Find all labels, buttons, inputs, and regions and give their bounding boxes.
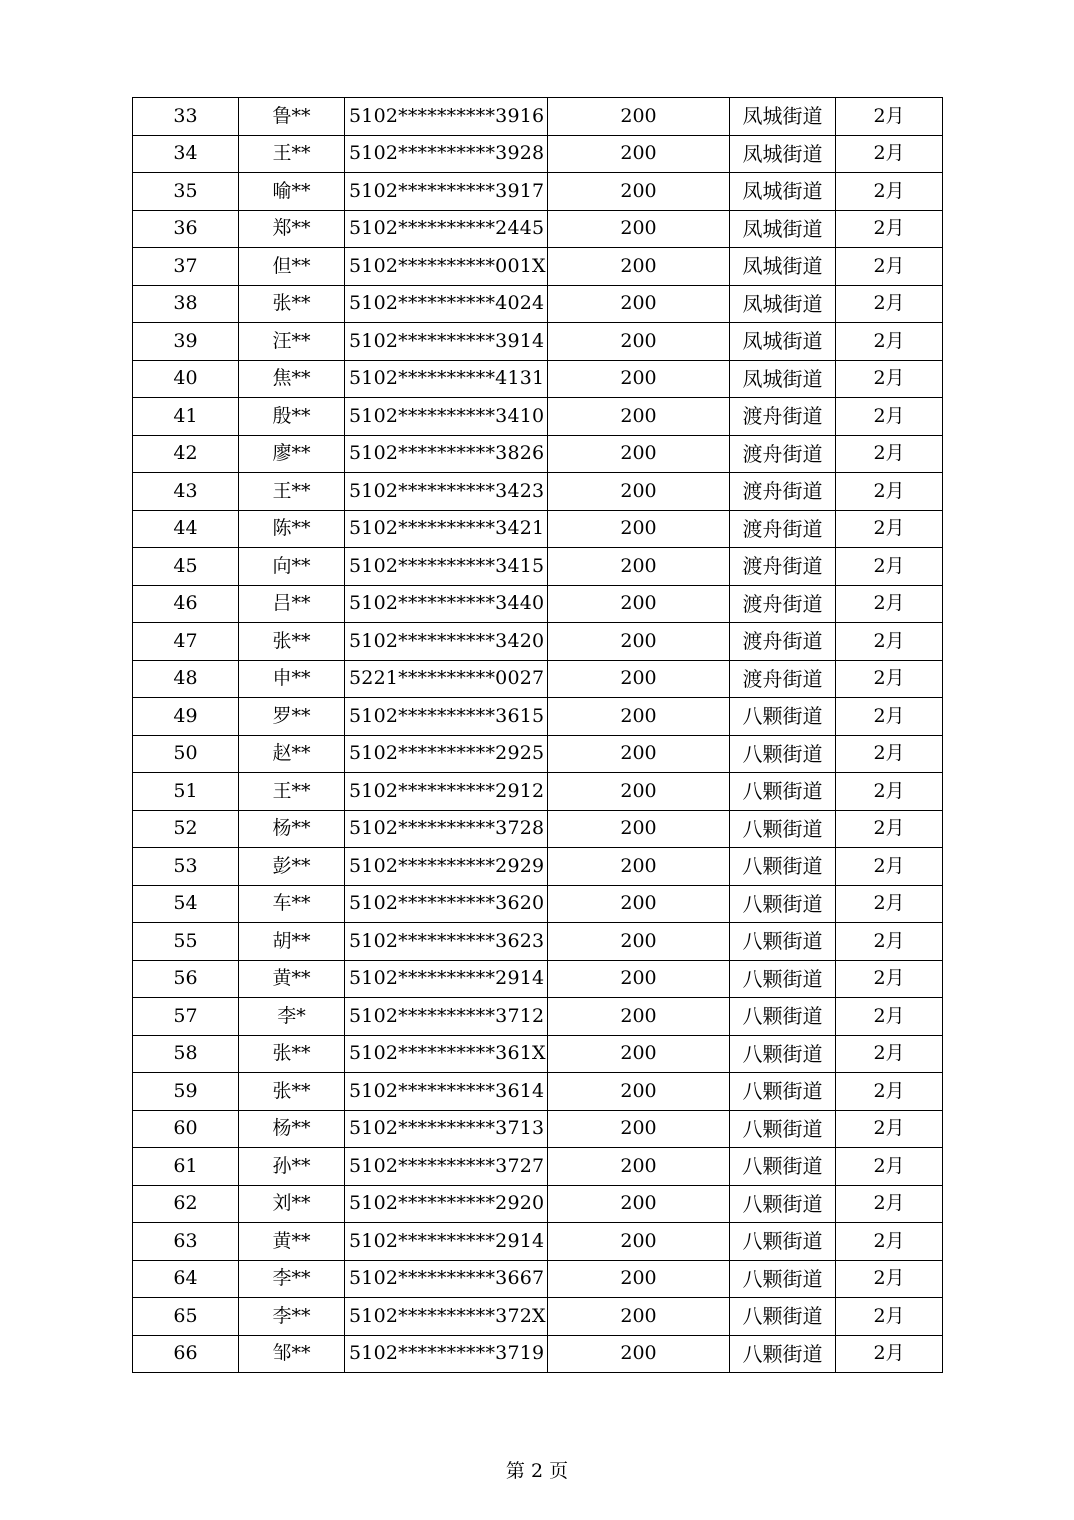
- amount-cell: 200: [548, 135, 730, 173]
- id-number-cell: 5221**********0027: [345, 660, 548, 698]
- name-cell: 张**: [239, 623, 345, 661]
- id-number-cell: 5102**********372X: [345, 1298, 548, 1336]
- amount-cell: 200: [548, 1148, 730, 1186]
- month-cell: 2月: [836, 173, 943, 211]
- street-cell: 八颗街道: [730, 1110, 836, 1148]
- month-cell: 2月: [836, 1223, 943, 1261]
- table-row: [133, 285, 943, 323]
- id-number-cell: 5102**********4131: [345, 360, 548, 398]
- street-cell: 凤城街道: [730, 285, 836, 323]
- table-row: [133, 1035, 943, 1073]
- row-number-cell: 66: [133, 1335, 239, 1373]
- name-cell: 李*: [239, 998, 345, 1036]
- table-row: [133, 998, 943, 1036]
- street-cell: 八颗街道: [730, 1260, 836, 1298]
- name-cell: 孙**: [239, 1148, 345, 1186]
- name-cell: 赵**: [239, 735, 345, 773]
- street-cell: 八颗街道: [730, 810, 836, 848]
- amount-cell: 200: [548, 810, 730, 848]
- name-cell: 郑**: [239, 210, 345, 248]
- id-number-cell: 5102**********3423: [345, 473, 548, 511]
- amount-cell: 200: [548, 623, 730, 661]
- amount-cell: 200: [548, 735, 730, 773]
- id-number-cell: 5102**********4024: [345, 285, 548, 323]
- name-cell: 杨**: [239, 1110, 345, 1148]
- name-cell: 张**: [239, 1035, 345, 1073]
- id-number-cell: 5102**********2914: [345, 960, 548, 998]
- month-cell: 2月: [836, 285, 943, 323]
- amount-cell: 200: [548, 1298, 730, 1336]
- name-cell: 向**: [239, 548, 345, 586]
- amount-cell: 200: [548, 323, 730, 361]
- month-cell: 2月: [836, 248, 943, 286]
- subsidy-table: [132, 97, 943, 1373]
- name-cell: 杨**: [239, 810, 345, 848]
- amount-cell: 200: [548, 98, 730, 136]
- row-number-cell: 60: [133, 1110, 239, 1148]
- street-cell: 八颗街道: [730, 1035, 836, 1073]
- id-number-cell: 5102**********3420: [345, 623, 548, 661]
- id-number-cell: 5102**********3914: [345, 323, 548, 361]
- name-cell: 陈**: [239, 510, 345, 548]
- amount-cell: 200: [548, 1035, 730, 1073]
- name-cell: 鲁**: [239, 98, 345, 136]
- month-cell: 2月: [836, 98, 943, 136]
- street-cell: 凤城街道: [730, 323, 836, 361]
- amount-cell: 200: [548, 1110, 730, 1148]
- table-row: [133, 173, 943, 211]
- id-number-cell: 5102**********3727: [345, 1148, 548, 1186]
- table-row: [133, 510, 943, 548]
- id-number-cell: 5102**********001X: [345, 248, 548, 286]
- row-number-cell: 38: [133, 285, 239, 323]
- month-cell: 2月: [836, 548, 943, 586]
- amount-cell: 200: [548, 548, 730, 586]
- month-cell: 2月: [836, 1185, 943, 1223]
- month-cell: 2月: [836, 848, 943, 886]
- street-cell: 凤城街道: [730, 248, 836, 286]
- name-cell: 张**: [239, 285, 345, 323]
- table-row: [133, 1335, 943, 1373]
- amount-cell: 200: [548, 1335, 730, 1373]
- id-number-cell: 5102**********3928: [345, 135, 548, 173]
- table-row: [133, 960, 943, 998]
- street-cell: 八颗街道: [730, 885, 836, 923]
- street-cell: 渡舟街道: [730, 660, 836, 698]
- month-cell: 2月: [836, 585, 943, 623]
- id-number-cell: 5102**********2445: [345, 210, 548, 248]
- month-cell: 2月: [836, 360, 943, 398]
- id-number-cell: 5102**********2920: [345, 1185, 548, 1223]
- id-number-cell: 5102**********3620: [345, 885, 548, 923]
- id-number-cell: 5102**********3917: [345, 173, 548, 211]
- street-cell: 八颗街道: [730, 1073, 836, 1111]
- month-cell: 2月: [836, 435, 943, 473]
- id-number-cell: 5102**********2912: [345, 773, 548, 811]
- name-cell: 李**: [239, 1260, 345, 1298]
- amount-cell: 200: [548, 360, 730, 398]
- row-number-cell: 55: [133, 923, 239, 961]
- row-number-cell: 46: [133, 585, 239, 623]
- row-number-cell: 57: [133, 998, 239, 1036]
- row-number-cell: 65: [133, 1298, 239, 1336]
- amount-cell: 200: [548, 510, 730, 548]
- name-cell: 车**: [239, 885, 345, 923]
- page-number: 第 2 页: [505, 1460, 569, 1482]
- amount-cell: 200: [548, 1185, 730, 1223]
- month-cell: 2月: [836, 923, 943, 961]
- table-row: [133, 773, 943, 811]
- street-cell: 八颗街道: [730, 698, 836, 736]
- month-cell: 2月: [836, 810, 943, 848]
- street-cell: 凤城街道: [730, 173, 836, 211]
- row-number-cell: 64: [133, 1260, 239, 1298]
- table-row: [133, 698, 943, 736]
- amount-cell: 200: [548, 998, 730, 1036]
- street-cell: 渡舟街道: [730, 585, 836, 623]
- table-row: [133, 548, 943, 586]
- month-cell: 2月: [836, 623, 943, 661]
- street-cell: 八颗街道: [730, 848, 836, 886]
- street-cell: 凤城街道: [730, 210, 836, 248]
- id-number-cell: 5102**********361X: [345, 1035, 548, 1073]
- row-number-cell: 45: [133, 548, 239, 586]
- amount-cell: 200: [548, 248, 730, 286]
- id-number-cell: 5102**********3712: [345, 998, 548, 1036]
- amount-cell: 200: [548, 285, 730, 323]
- id-number-cell: 5102**********3421: [345, 510, 548, 548]
- table-row: [133, 848, 943, 886]
- street-cell: 八颗街道: [730, 923, 836, 961]
- name-cell: 汪**: [239, 323, 345, 361]
- name-cell: 彭**: [239, 848, 345, 886]
- month-cell: 2月: [836, 998, 943, 1036]
- row-number-cell: 49: [133, 698, 239, 736]
- row-number-cell: 63: [133, 1223, 239, 1261]
- amount-cell: 200: [548, 210, 730, 248]
- table-row: [133, 585, 943, 623]
- month-cell: 2月: [836, 473, 943, 511]
- name-cell: 刘**: [239, 1185, 345, 1223]
- id-number-cell: 5102**********3667: [345, 1260, 548, 1298]
- street-cell: 渡舟街道: [730, 548, 836, 586]
- month-cell: 2月: [836, 660, 943, 698]
- row-number-cell: 36: [133, 210, 239, 248]
- table-row: [133, 1073, 943, 1111]
- row-number-cell: 42: [133, 435, 239, 473]
- id-number-cell: 5102**********3440: [345, 585, 548, 623]
- street-cell: 凤城街道: [730, 135, 836, 173]
- row-number-cell: 54: [133, 885, 239, 923]
- amount-cell: 200: [548, 473, 730, 511]
- name-cell: 李**: [239, 1298, 345, 1336]
- row-number-cell: 33: [133, 98, 239, 136]
- name-cell: 邹**: [239, 1335, 345, 1373]
- month-cell: 2月: [836, 1260, 943, 1298]
- month-cell: 2月: [836, 323, 943, 361]
- month-cell: 2月: [836, 735, 943, 773]
- month-cell: 2月: [836, 135, 943, 173]
- row-number-cell: 37: [133, 248, 239, 286]
- table-row: [133, 435, 943, 473]
- amount-cell: 200: [548, 773, 730, 811]
- name-cell: 焦**: [239, 360, 345, 398]
- row-number-cell: 41: [133, 398, 239, 436]
- street-cell: 八颗街道: [730, 735, 836, 773]
- id-number-cell: 5102**********3614: [345, 1073, 548, 1111]
- street-cell: 八颗街道: [730, 1223, 836, 1261]
- table-row: [133, 360, 943, 398]
- row-number-cell: 48: [133, 660, 239, 698]
- id-number-cell: 5102**********3916: [345, 98, 548, 136]
- table-row: [133, 1298, 943, 1336]
- row-number-cell: 58: [133, 1035, 239, 1073]
- street-cell: 渡舟街道: [730, 510, 836, 548]
- name-cell: 喻**: [239, 173, 345, 211]
- table-row: [133, 1148, 943, 1186]
- street-cell: 八颗街道: [730, 960, 836, 998]
- row-number-cell: 52: [133, 810, 239, 848]
- name-cell: 殷**: [239, 398, 345, 436]
- id-number-cell: 5102**********2914: [345, 1223, 548, 1261]
- table-row: [133, 398, 943, 436]
- month-cell: 2月: [836, 398, 943, 436]
- table-row: [133, 885, 943, 923]
- row-number-cell: 62: [133, 1185, 239, 1223]
- table-row: [133, 810, 943, 848]
- table-row: [133, 660, 943, 698]
- row-number-cell: 44: [133, 510, 239, 548]
- amount-cell: 200: [548, 660, 730, 698]
- table-body: [133, 98, 943, 1373]
- month-cell: 2月: [836, 773, 943, 811]
- month-cell: 2月: [836, 210, 943, 248]
- name-cell: 吕**: [239, 585, 345, 623]
- amount-cell: 200: [548, 848, 730, 886]
- amount-cell: 200: [548, 698, 730, 736]
- table-row: [133, 210, 943, 248]
- row-number-cell: 43: [133, 473, 239, 511]
- amount-cell: 200: [548, 173, 730, 211]
- street-cell: 八颗街道: [730, 773, 836, 811]
- id-number-cell: 5102**********3719: [345, 1335, 548, 1373]
- id-number-cell: 5102**********2929: [345, 848, 548, 886]
- name-cell: 但**: [239, 248, 345, 286]
- amount-cell: 200: [548, 585, 730, 623]
- row-number-cell: 35: [133, 173, 239, 211]
- table-row: [133, 923, 943, 961]
- month-cell: 2月: [836, 1035, 943, 1073]
- table-row: [133, 623, 943, 661]
- amount-cell: 200: [548, 435, 730, 473]
- table-row: [133, 1223, 943, 1261]
- row-number-cell: 61: [133, 1148, 239, 1186]
- street-cell: 八颗街道: [730, 1298, 836, 1336]
- table-row: [133, 248, 943, 286]
- amount-cell: 200: [548, 885, 730, 923]
- amount-cell: 200: [548, 398, 730, 436]
- month-cell: 2月: [836, 1335, 943, 1373]
- amount-cell: 200: [548, 960, 730, 998]
- row-number-cell: 47: [133, 623, 239, 661]
- table-row: [133, 473, 943, 511]
- row-number-cell: 40: [133, 360, 239, 398]
- row-number-cell: 56: [133, 960, 239, 998]
- row-number-cell: 39: [133, 323, 239, 361]
- name-cell: 王**: [239, 773, 345, 811]
- row-number-cell: 34: [133, 135, 239, 173]
- table-row: [133, 98, 943, 136]
- table-row: [133, 735, 943, 773]
- amount-cell: 200: [548, 1223, 730, 1261]
- table-row: [133, 1185, 943, 1223]
- name-cell: 廖**: [239, 435, 345, 473]
- id-number-cell: 5102**********3826: [345, 435, 548, 473]
- table-row: [133, 323, 943, 361]
- month-cell: 2月: [836, 1148, 943, 1186]
- id-number-cell: 5102**********2925: [345, 735, 548, 773]
- month-cell: 2月: [836, 698, 943, 736]
- name-cell: 胡**: [239, 923, 345, 961]
- name-cell: 黄**: [239, 1223, 345, 1261]
- month-cell: 2月: [836, 960, 943, 998]
- name-cell: 黄**: [239, 960, 345, 998]
- name-cell: 申**: [239, 660, 345, 698]
- month-cell: 2月: [836, 1073, 943, 1111]
- amount-cell: 200: [548, 1073, 730, 1111]
- street-cell: 渡舟街道: [730, 623, 836, 661]
- street-cell: 渡舟街道: [730, 398, 836, 436]
- month-cell: 2月: [836, 1110, 943, 1148]
- street-cell: 凤城街道: [730, 98, 836, 136]
- name-cell: 罗**: [239, 698, 345, 736]
- street-cell: 凤城街道: [730, 360, 836, 398]
- amount-cell: 200: [548, 1260, 730, 1298]
- id-number-cell: 5102**********3615: [345, 698, 548, 736]
- street-cell: 八颗街道: [730, 1335, 836, 1373]
- table-row: [133, 135, 943, 173]
- month-cell: 2月: [836, 510, 943, 548]
- street-cell: 渡舟街道: [730, 435, 836, 473]
- name-cell: 王**: [239, 135, 345, 173]
- row-number-cell: 50: [133, 735, 239, 773]
- row-number-cell: 51: [133, 773, 239, 811]
- table-row: [133, 1260, 943, 1298]
- id-number-cell: 5102**********3728: [345, 810, 548, 848]
- table-row: [133, 1110, 943, 1148]
- row-number-cell: 53: [133, 848, 239, 886]
- month-cell: 2月: [836, 1298, 943, 1336]
- row-number-cell: 59: [133, 1073, 239, 1111]
- street-cell: 八颗街道: [730, 1148, 836, 1186]
- street-cell: 八颗街道: [730, 1185, 836, 1223]
- id-number-cell: 5102**********3410: [345, 398, 548, 436]
- id-number-cell: 5102**********3713: [345, 1110, 548, 1148]
- id-number-cell: 5102**********3415: [345, 548, 548, 586]
- id-number-cell: 5102**********3623: [345, 923, 548, 961]
- street-cell: 渡舟街道: [730, 473, 836, 511]
- amount-cell: 200: [548, 923, 730, 961]
- month-cell: 2月: [836, 885, 943, 923]
- name-cell: 王**: [239, 473, 345, 511]
- street-cell: 八颗街道: [730, 998, 836, 1036]
- name-cell: 张**: [239, 1073, 345, 1111]
